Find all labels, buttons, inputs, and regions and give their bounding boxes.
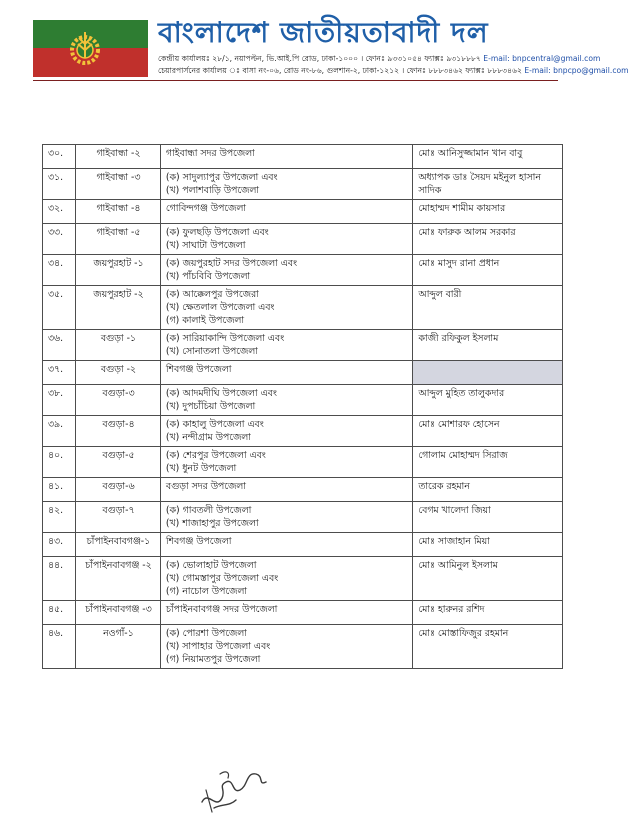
table-row: [43, 224, 563, 255]
central-office-address: [158, 54, 600, 64]
candidate-name-cell: মোহাম্মদ শামীম কায়সার: [413, 200, 563, 224]
upazila-line: (ক) সাদুল্যাপুর উপজেলা এবং: [165, 172, 278, 183]
upazila-line: (খ) পলাশবাড়ি উপজেলা: [165, 185, 259, 196]
upazila-line: (খ) গোমস্তাপুর উপজেলা এবং: [165, 573, 279, 584]
upazila-line: (গ) কালাই উপজেলা: [165, 315, 245, 326]
upazila-area-cell: [160, 625, 412, 669]
candidate-name-cell: কাজী রফিকুল ইসলাম: [413, 330, 563, 361]
upazila-area-cell: [160, 286, 412, 330]
handwritten-signature: [196, 760, 276, 816]
constituency-cell: গাইবান্ধা -৩: [75, 169, 160, 200]
serial-number-cell: ৪১.: [43, 478, 76, 502]
table-row: [43, 625, 563, 669]
candidate-name-cell: গোলাম মোহাম্মদ সিরাজ: [413, 447, 563, 478]
candidate-name-cell: মোঃ হারুনর রশিদ: [413, 601, 563, 625]
constituency-cell: বগুড়া -২: [75, 361, 160, 385]
wheat-gear-emblem-icon: [66, 28, 104, 68]
serial-number-cell: ৪২.: [43, 502, 76, 533]
serial-number-cell: ৩৬.: [43, 330, 76, 361]
serial-number-cell: ৩৩.: [43, 224, 76, 255]
chairperson-office-email[interactable]: E-mail: bnpcpo@gmail.com: [524, 66, 629, 75]
upazila-line: (খ) সাঘাটা উপজেলা: [165, 240, 246, 251]
upazila-area-cell: [160, 557, 412, 601]
constituency-cell: গাইবান্ধা -৫: [75, 224, 160, 255]
candidate-name-cell: [413, 361, 563, 385]
serial-number-cell: ৩২.: [43, 200, 76, 224]
upazila-line: (খ) সাপাহার উপজেলা এবং: [165, 641, 271, 652]
constituency-cell: বগুড়া-৬: [75, 478, 160, 502]
serial-number-cell: ৩৪.: [43, 255, 76, 286]
upazila-area-cell: [160, 478, 412, 502]
candidate-name-cell: মোঃ মোস্তাফিজুর রহমান: [413, 625, 563, 669]
upazila-line: শিবগঞ্জ উপজেলা: [165, 364, 232, 375]
upazila-area-cell: [160, 447, 412, 478]
upazila-line: চাঁপাইনবাবগঞ্জ সদর উপজেলা: [165, 604, 278, 615]
table-row: [43, 286, 563, 330]
table-row: [43, 601, 563, 625]
table-row: [43, 200, 563, 224]
constituency-cell: চাঁপাইনবাবগঞ্জ -২: [75, 557, 160, 601]
candidate-name-cell: মোঃ ফারুক আলম সরকার: [413, 224, 563, 255]
central-office-text: কেন্দ্রীয় কার্যালয়ঃ ২৮/১, নয়াপল্টন, ভি.আই.পি রোড, ঢাকা-১০০০ । ফোনঃ ৯৩৩১০৫৪ ফ্যাক্সঃ ৯৩১৮৮৮৭: [158, 54, 481, 63]
upazila-line: (ক) শেরপুর উপজেলা এবং: [165, 450, 266, 461]
serial-number-cell: ৩৫.: [43, 286, 76, 330]
upazila-area-cell: [160, 601, 412, 625]
upazila-area-cell: [160, 361, 412, 385]
table-row: [43, 330, 563, 361]
table-row: [43, 478, 563, 502]
upazila-line: (ক) ফুলছড়ি উপজেলা এবং: [165, 227, 269, 238]
upazila-line: (ক) কাহালু উপজেলা এবং: [165, 419, 264, 430]
upazila-line: গাইবান্ধা সদর উপজেলা: [165, 148, 255, 159]
table-row: [43, 557, 563, 601]
central-office-email[interactable]: E-mail: bnpcentral@gmail.com: [483, 54, 601, 63]
upazila-line: (ক) গাবতলী উপজেলা: [165, 505, 252, 516]
constituency-cell: বগুড়া -১: [75, 330, 160, 361]
table-row: [43, 385, 563, 416]
serial-number-cell: ৩৭.: [43, 361, 76, 385]
upazila-line: শিবগঞ্জ উপজেলা: [165, 536, 232, 547]
table-row: [43, 361, 563, 385]
constituency-cell: চাঁপাইনবাবগঞ্জ -৩: [75, 601, 160, 625]
upazila-line: গোবিন্দগঞ্জ উপজেলা: [165, 203, 246, 214]
table-row: [43, 416, 563, 447]
constituency-cell: বগুড়া-৪: [75, 416, 160, 447]
table-row: [43, 502, 563, 533]
upazila-line: (খ) ধুনট উপজেলা: [165, 463, 237, 474]
upazila-area-cell: [160, 385, 412, 416]
table-row: [43, 169, 563, 200]
serial-number-cell: ৩০.: [43, 145, 76, 169]
upazila-area-cell: [160, 255, 412, 286]
upazila-line: (ক) জয়পুরহাট সদর উপজেলা এবং: [165, 258, 297, 269]
upazila-area-cell: [160, 224, 412, 255]
serial-number-cell: ৪০.: [43, 447, 76, 478]
constituency-cell: নওগাঁ-১: [75, 625, 160, 669]
upazila-area-cell: [160, 416, 412, 447]
upazila-line: বগুড়া সদর উপজেলা: [165, 481, 246, 492]
party-flag-logo: [33, 20, 148, 77]
upazila-area-cell: [160, 533, 412, 557]
table-row: [43, 447, 563, 478]
candidate-name-cell: বেগম খালেদা জিয়া: [413, 502, 563, 533]
letterhead: [0, 0, 629, 90]
upazila-line: (খ) শাজাহাপুর উপজেলা: [165, 518, 259, 529]
serial-number-cell: ৪৫.: [43, 601, 76, 625]
upazila-line: (খ) দুপচাঁচিয়া উপজেলা: [165, 401, 256, 412]
constituency-cell: চাঁপাইনবাবগঞ্জ-১: [75, 533, 160, 557]
upazila-area-cell: [160, 330, 412, 361]
upazila-line: (ক) পোরশা উপজেলা: [165, 628, 247, 639]
serial-number-cell: ৩৮.: [43, 385, 76, 416]
constituency-cell: গাইবান্ধা -২: [75, 145, 160, 169]
candidate-name-cell: আব্দুল মুহিত তালুকদার: [413, 385, 563, 416]
constituency-cell: বগুড়া-৩: [75, 385, 160, 416]
chairperson-office-text: চেয়ারপার্সনের কার্যালয় ঃ বাসা নং-০৬, রোড নং-৮৬, গুলশান-২, ঢাকা-১২১২ । ফোনঃ ৮৮৮৩৪৬২ ফ্যাক্সঃ ৮৮৮৩৪৬২: [158, 66, 522, 75]
upazila-area-cell: [160, 169, 412, 200]
constituency-cell: জয়পুরহাট -১: [75, 255, 160, 286]
upazila-area-cell: [160, 145, 412, 169]
candidate-name-cell: আব্দুল বারী: [413, 286, 563, 330]
upazila-area-cell: [160, 502, 412, 533]
constituency-cell: জয়পুরহাট -২: [75, 286, 160, 330]
upazila-line: (ক) আদমদীঘি উপজেলা এবং: [165, 388, 277, 399]
party-name-title: বাংলাদেশ জাতীয়তাবাদী দল: [158, 16, 489, 49]
candidate-name-cell: তারেক রহমান: [413, 478, 563, 502]
upazila-line: (খ) নন্দীগ্রাম উপজেলা: [165, 432, 251, 443]
candidate-name-cell: মোঃ আনিসুজ্জামান খান বাবু: [413, 145, 563, 169]
serial-number-cell: ৪৬.: [43, 625, 76, 669]
serial-number-cell: ৩৯.: [43, 416, 76, 447]
upazila-line: (গ) নিয়ামতপুর উপজেলা: [165, 654, 261, 665]
candidate-list-body: [43, 145, 563, 669]
upazila-area-cell: [160, 200, 412, 224]
upazila-line: (গ) নাচোল উপজেলা: [165, 586, 247, 597]
letterhead-divider: [33, 80, 558, 81]
constituency-cell: বগুড়া-৭: [75, 502, 160, 533]
candidate-list-table: [42, 144, 563, 669]
table-row: [43, 533, 563, 557]
chairperson-office-address: [158, 66, 629, 76]
upazila-line: (ক) আক্কেলপুর উপজেরা: [165, 289, 259, 300]
constituency-cell: গাইবান্ধা -৪: [75, 200, 160, 224]
upazila-line: (খ) পাঁচবিবি উপজেলা: [165, 271, 251, 282]
upazila-line: (ক) সারিয়াকান্দি উপজেলা এবং: [165, 333, 285, 344]
serial-number-cell: ৪৩.: [43, 533, 76, 557]
upazila-line: (ক) ভোলাহাট উপজেলা: [165, 560, 257, 571]
candidate-name-cell: অধ্যাপক ডাঃ সৈয়দ মইনুল হাসান সাদিক: [413, 169, 563, 200]
table-row: [43, 145, 563, 169]
upazila-line: (খ) ক্ষেতলাল উপজেলা এবং: [165, 302, 275, 313]
candidate-name-cell: মোঃ মাসুদ রানা প্রধান: [413, 255, 563, 286]
serial-number-cell: ৩১.: [43, 169, 76, 200]
candidate-name-cell: মোঃ সাজাহান মিয়া: [413, 533, 563, 557]
constituency-cell: বগুড়া-৫: [75, 447, 160, 478]
serial-number-cell: ৪৪.: [43, 557, 76, 601]
table-row: [43, 255, 563, 286]
candidate-name-cell: মোঃ আমিনুল ইসলাম: [413, 557, 563, 601]
candidate-name-cell: মোঃ মোশারফ হোসেন: [413, 416, 563, 447]
upazila-line: (খ) সোনাতলা উপজেলা: [165, 346, 258, 357]
